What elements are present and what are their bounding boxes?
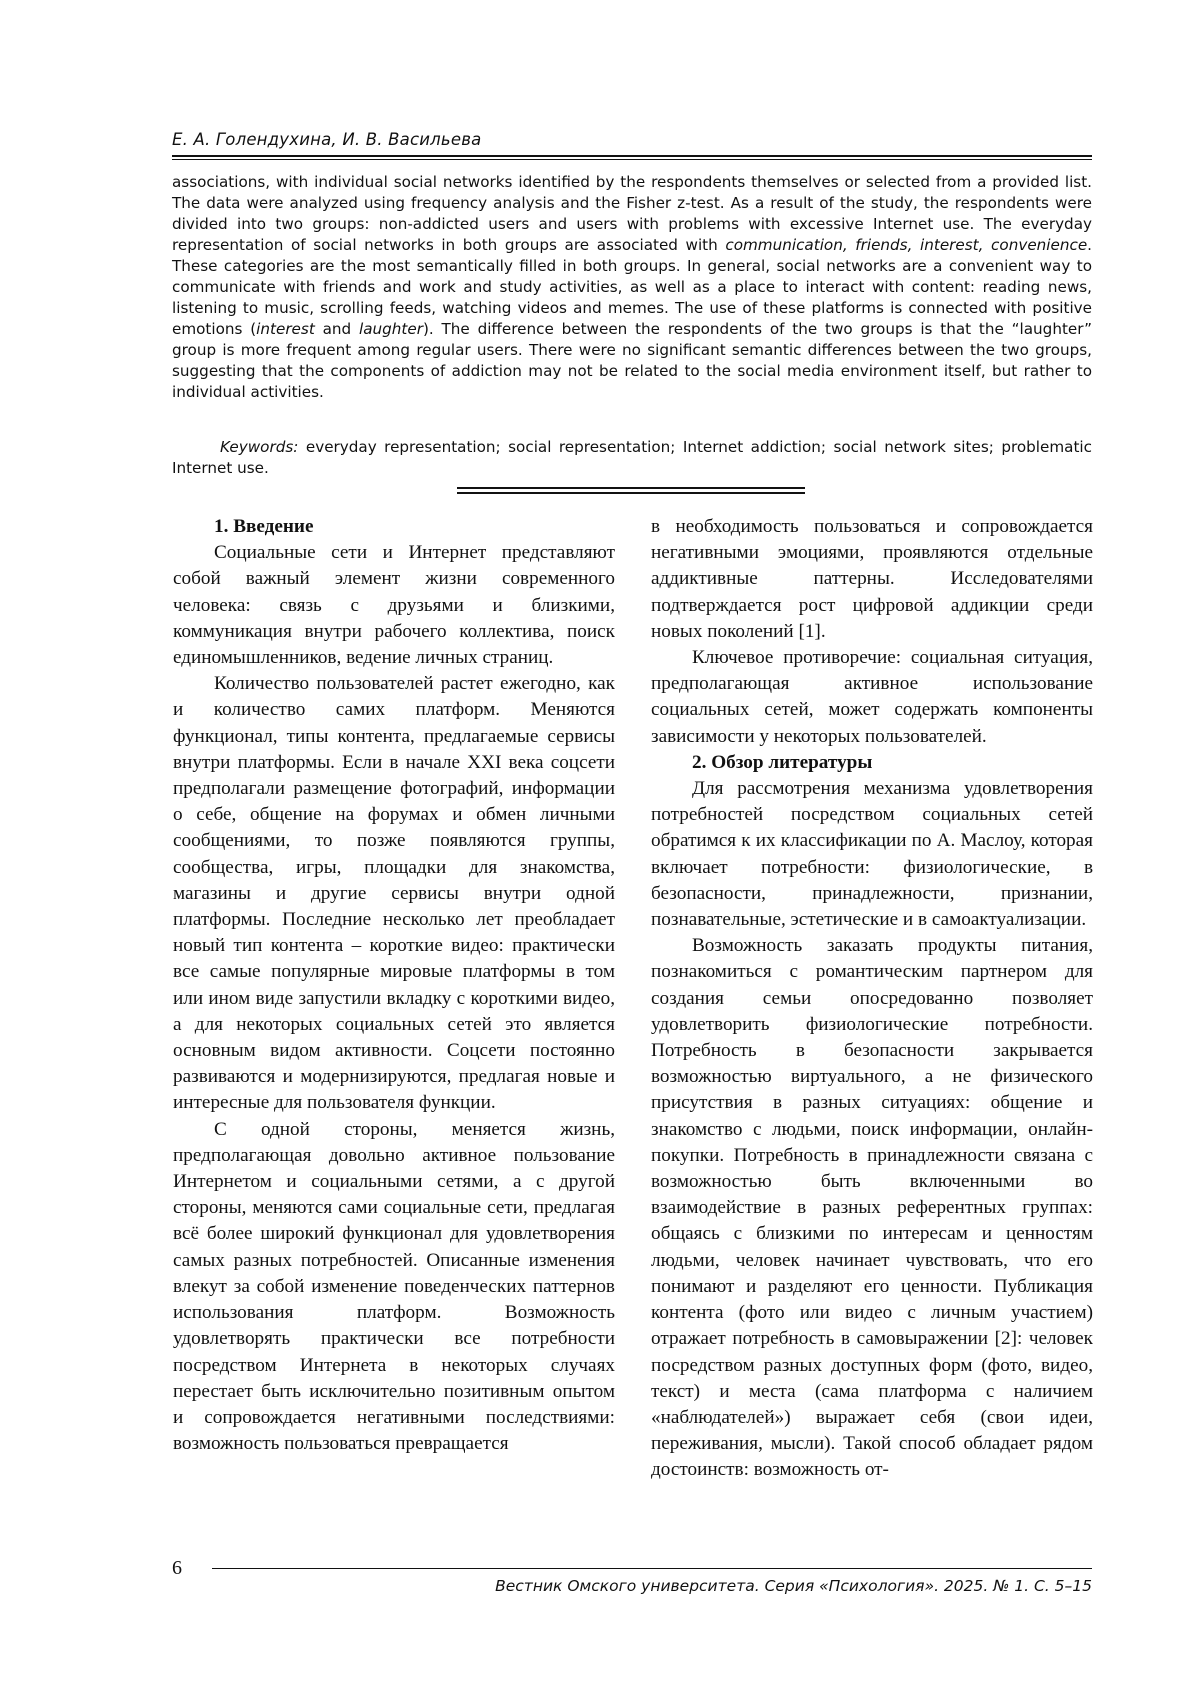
abstract-italic-1: communication, friends, interest, convenience	[725, 236, 1088, 254]
body-column-left	[173, 514, 615, 1457]
abstract-part-1: associations, with individual social networks identified by the respondents themselves or selected from a provided list. The data were analyzed using frequency analysis and the Fisher z-test. As a result of the study, the respondents were divided into two groups: non-addicted users and users with problems with excessive Internet use. The everyday representation of social networks in both groups are associated with	[172, 173, 1092, 254]
header-rule-thin	[172, 159, 1092, 160]
intro-heading: 1. Введение	[214, 516, 314, 537]
intro-paragraph-3-continued: в необходимость пользоваться и сопровождается негативными эмоциями, проявляются отдельные аддиктивные паттерны. Исследователями подтверждается рост цифровой аддикции среди новых поколений [1].	[651, 516, 1093, 642]
abstract-part-4: ). The difference between the respondents of the two groups is that the “laughter” group is more frequent among regular users. There were no significant semantic differences between the two groups, suggesting that the components of addiction may not be related to the social media environment itself, but rather to individual activities.	[172, 320, 1092, 401]
page-number: 6	[172, 1557, 182, 1579]
intro-paragraph-4: Ключевое противоречие: социальная ситуация, предполагающая активное использование социальных сетей, может содержать компоненты зависимости у некоторых пользователей.	[651, 647, 1093, 747]
review-paragraph-1: Для рассмотрения механизма удовлетворения потребностей посредством социальных сетей обратимся к их классификации по А. Маслоу, которая включает потребности: физиологические, в безопасности, принадлежности, признании, познавательные, эстетические и в самоактуализации.	[651, 778, 1093, 931]
section-separator-top	[457, 487, 805, 489]
review-heading: 2. Обзор литературы	[692, 751, 873, 773]
keywords	[172, 437, 1092, 479]
intro-paragraph-2: Количество пользователей растет ежегодно, как и количество самих платформ. Меняются функционал, типы контента, предлагаемые сервисы внутри платформы. Если в начале XXI века соцсети предполагали размещение фотографий, информации о себе, общение на форумах и обмен личными сообщениями, то позже появляются группы, сообщества, игры, площадки для знакомства, магазины и другие сервисы внутри одной платформы. Последние несколько лет преобладает новый тип контента – короткие видео: практически все самые популярные мировые платформы в том или ином виде запустили вкладку с короткими видео, а для некоторых социальных сетей это является основным видом активности. Соцсети постоянно развиваются и модернизируются, предлагая новые и интересные для пользователя функции.	[173, 673, 615, 1114]
abstract-part-2: . These categories are the most semantically filled in both groups. In general, social networks are a convenient way to communicate with friends and work and study activities, as well as a place to interact with content: reading news, listening to music, scrolling feeds, watching videos and memes. The use of these platforms is connected with positive emotions (	[172, 236, 1092, 338]
abstract-italic-2: interest	[256, 320, 315, 338]
header-rule-thick	[172, 155, 1092, 157]
abstract-italic-3: laughter	[358, 320, 423, 338]
review-paragraph-2: Возможность заказать продукты питания, познакомиться с романтическим партнером для создания семьи опосредованно позволяет удовлетворить физиологические потребности. Потребность в безопасности закрывается возможностью виртуального, а не физического присутствия в разных ситуациях: общение и знакомство с людьми, поиск информации, онлайн-покупки. Потребность в принадлежности связана с возможностью быть включенными во взаимодействие в разных референтных группах: общаясь с близкими по интересам и ценностям людьми, человек начинает чувствовать, что его понимают и разделяют его ценности. Публикация контента (фото или видео с личным участием) отражает потребность в самовыражении [2]: человек посредством разных доступных форм (фото, видео, текст) и места (сама платформа с наличием «наблюдателей») выражает себя (свои идеи, переживания, мысли). Такой способ обладает рядом достоинств: возможность от-	[651, 935, 1093, 1481]
abstract-part-3: and	[314, 320, 359, 338]
footer-rule	[212, 1568, 1092, 1569]
intro-paragraph-3: С одной стороны, меняется жизнь, предполагающая довольно активное пользование Интернетом и социальными сетями, а с другой стороны, меняются сами социальные сети, предлагая всё более широкий функционал для удовлетворения самых разных потребностей. Описанные изменения влекут за собой изменение поведенческих паттернов использования платформ. Возможность удовлетворять практически все потребности посредством Интернета в некоторых случаях перестает быть исключительно позитивным опытом и сопровождается негативными последствиями: возможность пользоваться превращается	[173, 1118, 615, 1455]
running-head-authors: Е. А. Голендухина, И. В. Васильева	[172, 130, 482, 149]
intro-paragraph-1: Социальные сети и Интернет представляют собой важный элемент жизни современного человека: связь с друзьями и близкими, коммуникация внутри рабочего коллектива, поиск единомышленников, ведение личных страниц.	[173, 542, 615, 669]
keywords-label: Keywords:	[220, 438, 299, 456]
body-column-right	[651, 514, 1093, 1484]
abstract-text	[172, 172, 1092, 403]
journal-citation: Вестник Омского университета. Серия «Психология». 2025. № 1. С. 5–15	[495, 1577, 1092, 1595]
keywords-text: everyday representation; social representation; Internet addiction; social network sites; problematic Internet use.	[172, 438, 1092, 477]
section-separator-bottom	[457, 492, 805, 494]
